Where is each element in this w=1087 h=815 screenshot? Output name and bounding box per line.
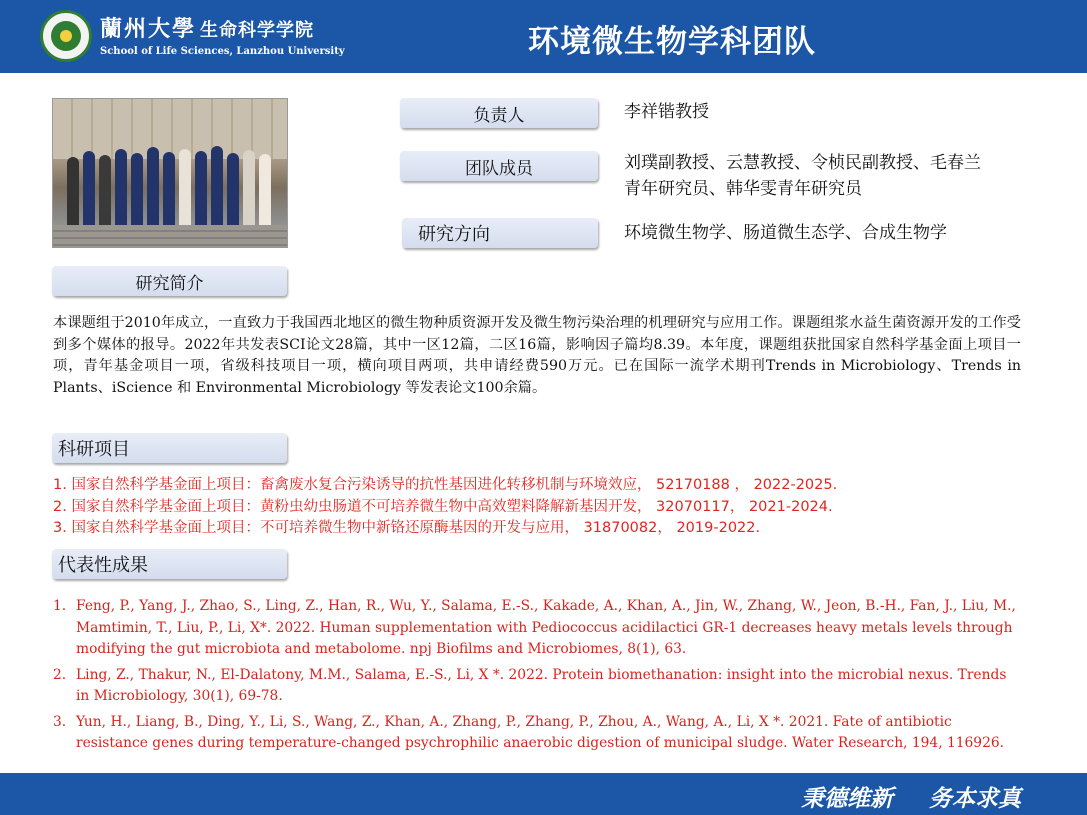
members-value: 刘璞副教授、云慧教授、令桢民副教授、毛春兰青年研究员、韩华雯青年研究员 xyxy=(624,153,981,199)
college-name: 生命科学学院 xyxy=(200,20,315,41)
direction-label: 研究方向 xyxy=(402,218,598,248)
leader-label: 负责人 xyxy=(400,98,598,128)
achievements-label: 代表性成果 xyxy=(52,549,287,579)
project-item: 2. 国家自然科学基金面上项目：黄粉虫幼虫肠道不可培养微生物中高效塑料降解新基因开发， 32070117， 2021-2024. xyxy=(53,498,833,515)
project-item: 1. 国家自然科学基金面上项目：畜禽废水复合污染诱导的抗性基因进化转移机制与环境效应， 52170188 ， 2022-2025. xyxy=(53,477,838,493)
projects-label: 科研项目 xyxy=(52,433,287,463)
project-item: 3. 国家自然科学基金面上项目：不可培养微生物中新铬还原酶基因的开发与应用， 31870082， 2019-2022. xyxy=(53,520,761,536)
intro-label: 研究简介 xyxy=(52,266,287,296)
university-name: 蘭州大學 生命科学学院 xyxy=(100,16,315,42)
university-seal-icon xyxy=(40,10,92,62)
projects-list xyxy=(53,475,1043,540)
publication-item: 2. Ling, Z., Thakur, N., El-Dalatony, M.M., Salama, E.-S., Li, X *. 2022. Protein biomethanation: insight into the microbial nexus. Trends in Microbiology, 30(1), 69-78. xyxy=(53,666,1007,704)
header-bar xyxy=(0,0,1087,73)
english-name: School of Life Sciences, Lanzhou University xyxy=(100,46,345,57)
publication-item: 3. Yun, H., Liang, B., Ding, Y., Li, S., Wang, Z., Khan, A., Zhang, P., Zhang, P., Zhou, A., Wang, A., Li, X *. 2021. Fate of antibiotic resistance genes during temperature-changed psychrophilic anaerobic digestion of municipal sludge. Water Research, 194, 116926. xyxy=(53,713,1005,751)
achievements-list xyxy=(53,596,1023,759)
footer-bar xyxy=(0,773,1087,815)
page-title: 环境微生物学科团队 xyxy=(528,24,816,60)
team-photo xyxy=(52,98,288,248)
direction-value: 环境微生物学、肠道微生态学、合成生物学 xyxy=(624,223,947,243)
motto: 秉德维新 务本求真 xyxy=(801,786,1021,812)
leader-value: 李祥锴教授 xyxy=(624,102,709,122)
publication-item: 1. Feng, P., Yang, J., Zhao, S., Ling, Z., Han, R., Wu, Y., Salama, E.-S., Kakade, A., Khan, A., Jin, W., Zhang, W., Jeon, B.-H., Fan, J., Liu, M., Mamtimin, T., Liu, P., Li, X*. 2022. Human supplementation with Pediococcus acidilactici GR-1 decreases heavy metals levels through modifying the gut microbiota and metabolome. npj Biofilms and Microbiomes, 8(1), 63. xyxy=(53,598,1016,657)
intro-text: 本课题组于2010年成立，一直致力于我国西北地区的微生物种质资源开发及微生物污染治理的机理研究与应用工作。课题组浆水益生菌资源开发的工作受到多个媒体的报导。2022年共发表SCI论文28篇，其中一区12篇，二区16篇，影响因子篇均8.39。本年度，课题组获批国家自然科学基金面上项目一项，青年基金项目一项，省级科技项目一项，横向项目两项，共申请经费590万元。已在国际一流学术期刊Trends in Microbiology、Trends in Plants、iScience 和 Environmental Microbiology 等发表论文100余篇。 xyxy=(53,315,1021,396)
members-label: 团队成员 xyxy=(400,151,598,181)
